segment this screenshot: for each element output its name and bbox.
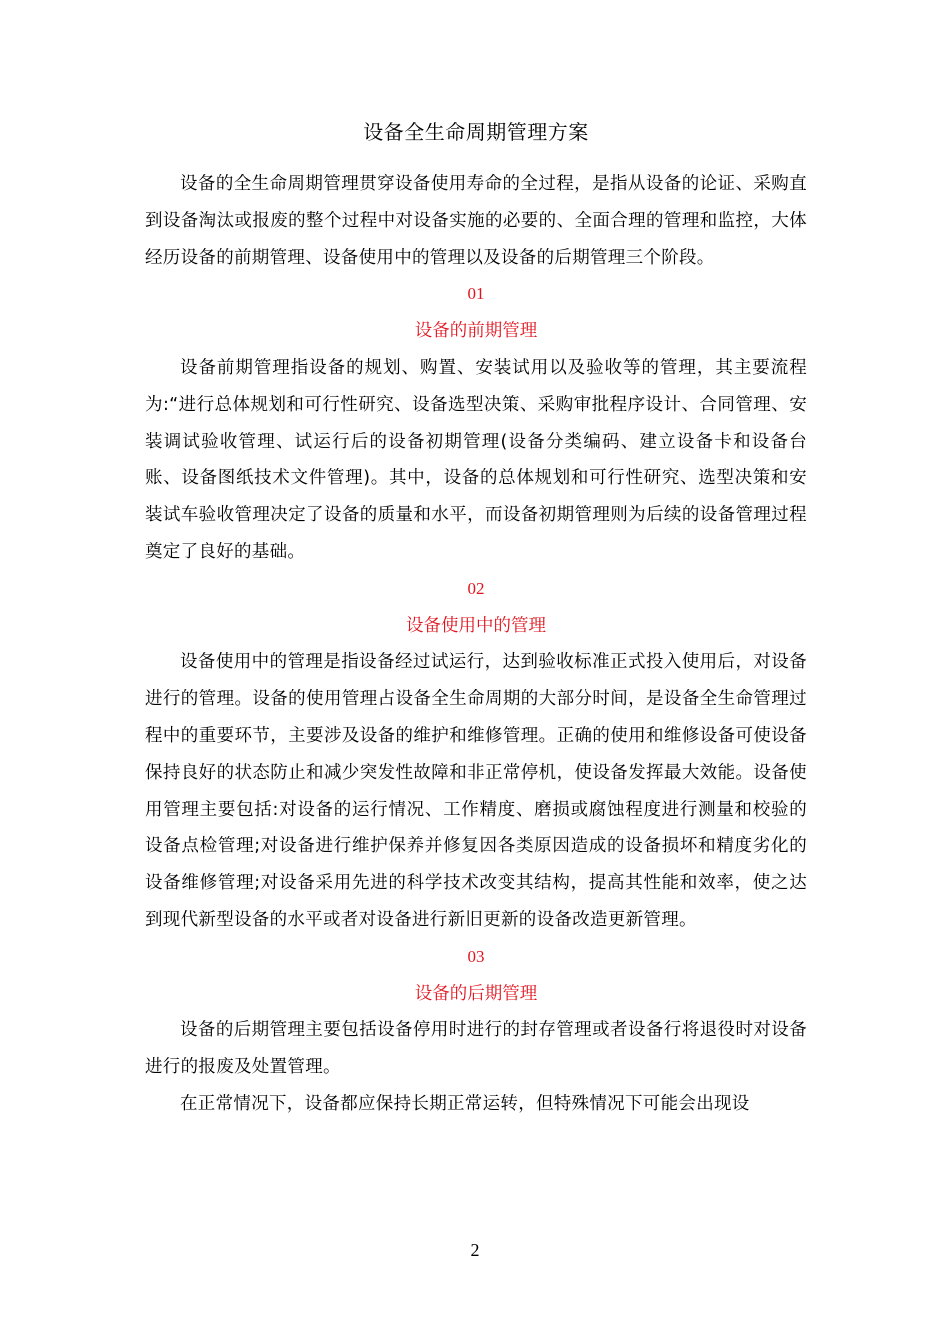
section-1 xyxy=(145,276,807,570)
section-2 xyxy=(145,571,807,939)
section-heading: 设备的后期管理 xyxy=(414,983,538,1004)
page-number: 2 xyxy=(470,1240,480,1260)
document-title: 设备全生命周期管理方案 xyxy=(363,120,589,144)
section-paragraph: 设备使用中的管理是指设备经过试运行，达到验收标准正式投入使用后，对设备进行的管理。设备的使用管理占设备全生命周期的大部分时间，是设备全生命管理过程中的重要环节，主要涉及设备的维护和维修管理。正确的使用和维修设备可使设备保持良好的状态防止和减少突发性故障和非正常停机，使设备发挥最大效能。设备使用管理主要包括:对设备的运行情况、工作精度、磨损或腐蚀程度进行测量和校验的设备点检管理;对设备进行维护保养并修复因各类原因造成的设备损坏和精度劣化的设备维修管理;对设备采用先进的科学技术改变其结构，提高其性能和效率，使之达到现代新型设备的水平或者对设备进行新旧更新的设备改造更新管理。 xyxy=(145,652,807,930)
section-paragraph: 在正常情况下，设备都应保持长期正常运转，但特殊情况下可能会出现设 xyxy=(180,1093,750,1114)
document-body xyxy=(145,112,807,1123)
section-number: 03 xyxy=(467,946,485,966)
intro-paragraph: 设备的全生命周期管理贯穿设备使用寿命的全过程，是指从设备的论证、采购直到设备淘汰或报废的整个过程中对设备实施的必要的、全面合理的管理和监控，大体经历设备的前期管理、设备使用中的管理以及设备的后期管理三个阶段。 xyxy=(145,174,807,268)
section-paragraph: 设备前期管理指设备的规划、购置、安装试用以及验收等的管理，其主要流程为:“进行总体规划和可行性研究、设备选型决策、采购审批程序设计、合同管理、安装调试验收管理、试运行后的设备初期管理(设备分类编码、建立设备卡和设备台账、设备图纸技术文件管理)。其中，设备的总体规划和可行性研究、选型决策和安装试车验收管理决定了设备的质量和水平，而设备初期管理则为后续的设备管理过程奠定了良好的基础。 xyxy=(145,357,807,562)
section-number: 01 xyxy=(467,284,485,304)
section-paragraph: 设备的后期管理主要包括设备停用时进行的封存管理或者设备行将退役时对设备进行的报废及处置管理。 xyxy=(145,1020,807,1078)
section-number: 02 xyxy=(467,578,485,598)
section-heading: 设备使用中的管理 xyxy=(406,615,546,636)
section-3 xyxy=(145,939,807,1123)
section-heading: 设备的前期管理 xyxy=(414,321,538,342)
